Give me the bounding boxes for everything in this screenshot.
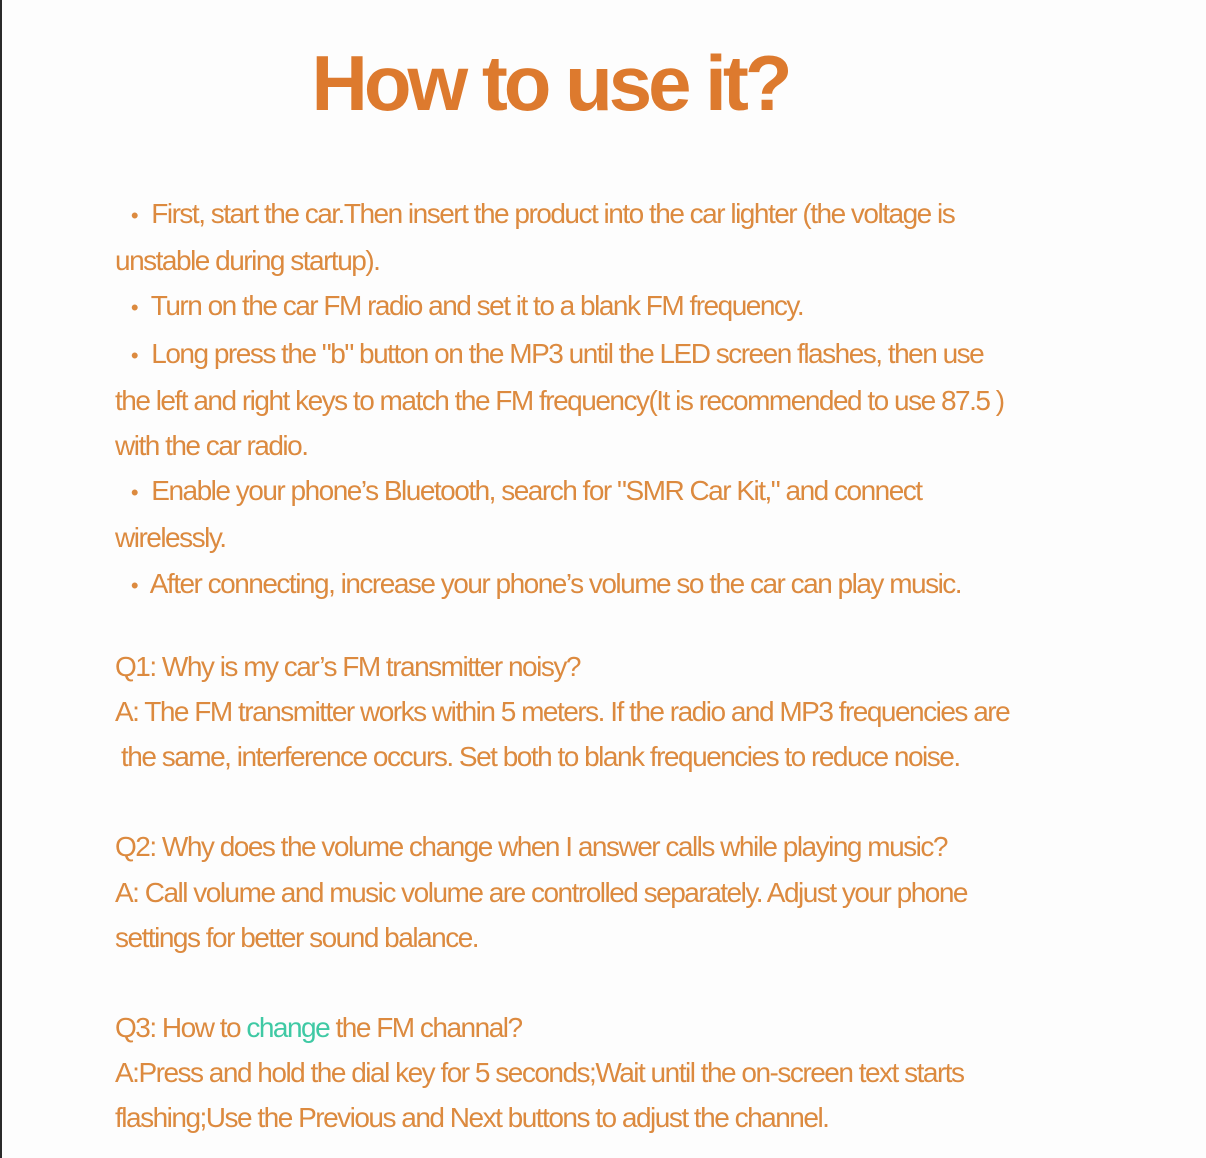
step-text-line: Turn on the car FM radio and set it to a blank FM frequency.: [150, 290, 804, 322]
bullet-icon: •: [130, 342, 138, 368]
step-text-line: After connecting, increase your phone’s volume so the car can play music.: [149, 567, 962, 599]
spacer: [115, 608, 1120, 644]
step-text-line: the left and right keys to match the FM frequency(It is recommended to use 87.5 ): [115, 384, 1004, 416]
faq-item-q1: [115, 644, 1120, 780]
faq-answer-line: settings for better sound balance.: [115, 921, 479, 953]
bullet-icon: •: [130, 480, 138, 506]
bullet-icon: •: [130, 295, 138, 321]
page-title: How to use it?: [311, 39, 789, 127]
spacer: [115, 960, 1120, 1005]
faq-question: Q1: Why is my car’s FM transmitter noisy?: [115, 650, 580, 682]
faq-answer-line: A: Call volume and music volume are controlled separately. Adjust your phone: [115, 876, 967, 908]
bullet-icon: •: [130, 572, 138, 598]
step-item: [115, 283, 1120, 330]
step-item: [115, 191, 1120, 283]
step-text-line: with the car radio.: [115, 430, 308, 462]
faq-question: [115, 1005, 1120, 1050]
faq-question-part: the FM channal?: [329, 1012, 522, 1044]
highlighted-word: change: [246, 1012, 330, 1044]
faq-answer-line: A: The FM transmitter works within 5 meters. If the radio and MP3 frequencies are: [115, 696, 1010, 728]
left-border-line: [0, 0, 2, 1158]
step-text-line: unstable during startup).: [115, 245, 380, 277]
faq-item-q3: [115, 1005, 1120, 1141]
step-item: [115, 331, 1120, 469]
step-text-line: wirelessly.: [115, 522, 226, 554]
step-text-line: Enable your phone’s Bluetooth, search for "SMR Car Kit," and connect: [151, 475, 922, 507]
spacer: [115, 779, 1120, 824]
faq-answer-line: A:Press and hold the dial key for 5 seconds;Wait until the on-screen text starts: [115, 1057, 964, 1089]
faq-answer-line: the same, interference occurs. Set both to blank frequencies to reduce noise.: [121, 741, 960, 773]
step-text-line: First, start the car.Then insert the product into the car lighter (the voltage is: [151, 198, 955, 229]
faq-item-q2: [115, 824, 1120, 960]
step-text-line: Long press the "b" button on the MP3 until the LED screen flashes, then use: [151, 337, 984, 369]
faq-answer-line: flashing;Use the Previous and Next buttons to adjust the channel.: [115, 1102, 829, 1134]
bullet-icon: •: [130, 203, 138, 228]
faq-question: Q2: Why does the volume change when I answer calls while playing music?: [115, 831, 947, 863]
steps-list: [115, 191, 1120, 608]
faq-question-part: Q3: How to: [115, 1012, 247, 1044]
step-item: [115, 468, 1120, 560]
instructions-content: [115, 191, 1120, 1141]
step-item: [115, 561, 1120, 608]
